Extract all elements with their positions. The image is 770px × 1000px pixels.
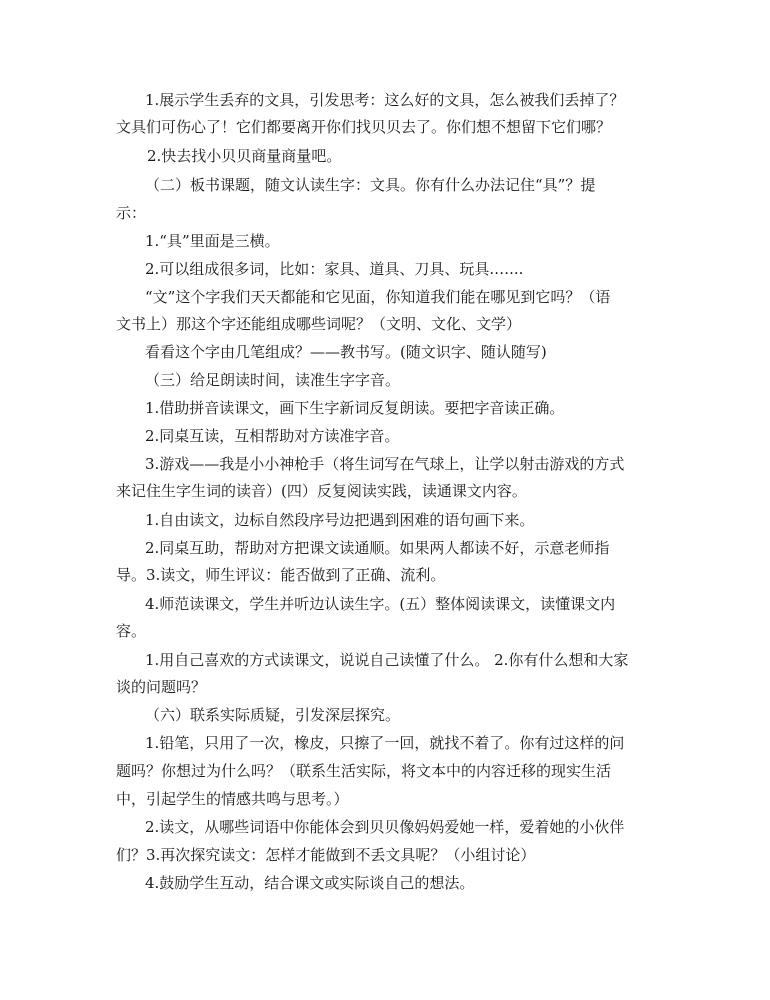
text-line: 2.可以组成很多词，比如：家具、道具、刀具、玩具.…...	[145, 260, 524, 278]
text-line: 1.借助拼音读课文，画下生字新词反复朗读。要把字音读正确。	[145, 399, 565, 417]
text-line: 3.游戏——我是小小神枪手（将生词写在气球上，让学以射击游戏的方式	[145, 455, 625, 473]
text-line: 谈的问题吗？	[116, 678, 207, 696]
text-line: 1.铅笔，只用了一次，橡皮，只擦了一回，就找不着了。你有过这样的问	[145, 734, 625, 752]
text-line: 2.读文，从哪些词语中你能体会到贝贝像妈妈爱她一样，爱着她的小伙伴	[145, 818, 625, 836]
text-line: 示：	[116, 204, 147, 222]
text-line: （六）联系实际质疑，引发深层探究。	[145, 706, 401, 724]
text-line: 1.“具”里面是三横。	[145, 232, 280, 250]
text-line: 2.同桌互读，互相帮助对方读准字音。	[145, 427, 400, 445]
text-line: 4.师范读课文，学生并听边认读生字。(五）整体阅读课文，读懂课文内	[145, 595, 616, 613]
text-line: 中，引起学生的情感共鸣与思考。）	[116, 790, 349, 808]
text-line: 们？3.再次探究读文：怎样才能做到不丢文具呢？（小组讨论）	[116, 846, 536, 864]
text-line: “文”这个字我们天天都能和它见面，你知道我们能在哪见到它吗？（语	[145, 288, 611, 306]
text-line: 1.展示学生丢弃的文具，引发思考：这么好的文具，怎么被我们丢掉了？	[145, 91, 625, 109]
text-line: （二）板书课题，随文认读生字：文具。你有什么办法记住“具”？提	[145, 176, 596, 194]
text-line: 1.自由读文，边标自然段序号边把遇到困难的语句画下来。	[145, 511, 535, 529]
text-line: 文书上）那这个字还能组成哪些词呢？（文明、文化、文学）	[116, 315, 522, 333]
text-line: 文具们可伤心了！它们都要离开你们找贝贝去了。你们想不想留下它们哪？	[116, 118, 612, 136]
text-line: 来记住生字生词的读音）(四）反复阅读实践，读通课文内容。	[116, 482, 527, 500]
text-line: 1.用自己喜欢的方式读课文，说说自己读懂了什么。 2.你有什么想和大家	[145, 651, 629, 669]
text-line: 4.鼓励学生互动，结合课文或实际谈自己的想法。	[145, 874, 475, 892]
text-line: 容。	[116, 622, 147, 640]
text-line: 2.快去找小贝贝商量商量吧。	[147, 147, 342, 165]
text-line: 题吗？你想过为什么吗？（联系生活实际，将文本中的内容迁移的现实生活	[116, 762, 612, 780]
text-line: 2.同桌互助，帮助对方把课文读通顺。如果两人都读不好，示意老师指	[145, 539, 610, 557]
text-line: 导。3.读文，师生评议：能否做到了正确、流利。	[116, 566, 446, 584]
text-line: 看看这个字由几笔组成？——教书写。(随文识字、随认随写)	[145, 343, 547, 361]
text-line: （三）给足朗读时间，读准生字字音。	[145, 371, 401, 389]
